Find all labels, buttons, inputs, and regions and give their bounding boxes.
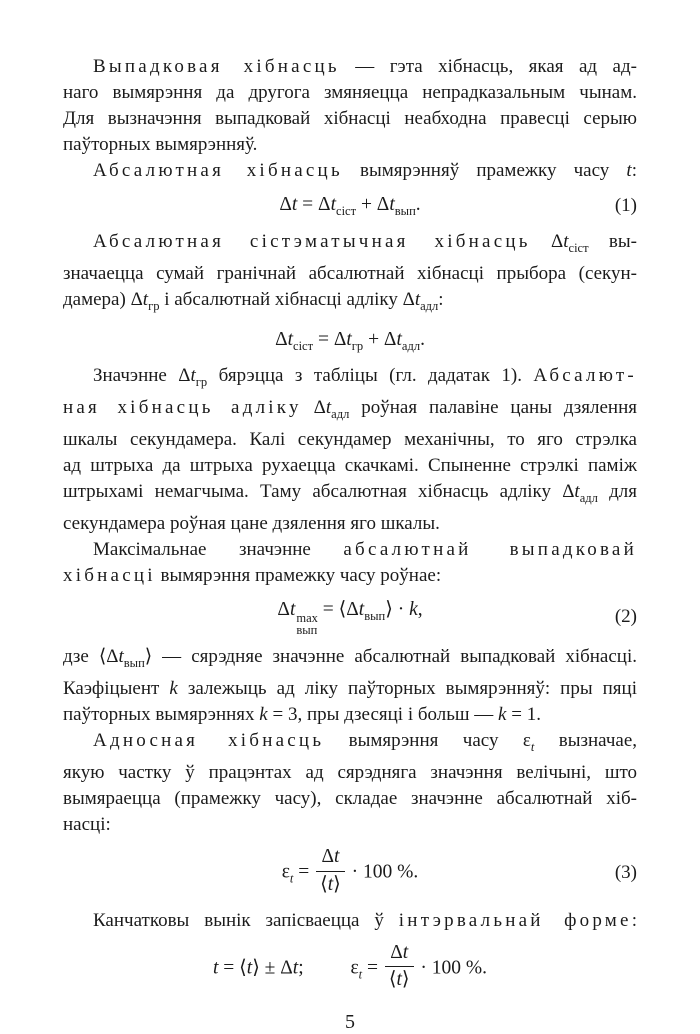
text-run: секундамера роўная цане дзялення яго шкалы. [63, 513, 440, 535]
text-run: t [563, 230, 569, 252]
text-run: . [415, 194, 421, 215]
text-run: ; [298, 957, 304, 979]
text-line [63, 363, 637, 395]
text-run: t [358, 967, 363, 982]
text-line [63, 511, 637, 537]
text-run: t [530, 740, 535, 755]
text-line [63, 812, 637, 838]
text-run: t [414, 288, 421, 310]
text-run: бярэцца з табліцы (гл. дадатак 1). [207, 365, 534, 387]
text-run: k [498, 704, 507, 726]
paragraph-9 [63, 644, 637, 728]
text-run: ε [350, 957, 359, 979]
text-run: = ⟨Δ [317, 599, 359, 621]
text-run: · 100 %. [415, 957, 488, 979]
text-run: : [631, 910, 637, 931]
text-run: Δ [530, 230, 564, 252]
text-line [63, 908, 637, 934]
text-line [63, 158, 637, 184]
display-equation-11 [63, 847, 637, 899]
text-run: хібнасці [63, 565, 156, 587]
text-run: Абсалют- [533, 365, 637, 387]
text-run: паўторных вымярэнняў. [63, 134, 258, 155]
equation-body [213, 943, 487, 995]
text-run: Δ [301, 397, 326, 419]
text-run: вы- [588, 230, 637, 252]
text-run: наго вымярэння да другога змяняецца непрадказальным чынам. [63, 82, 637, 103]
text-run: вызначае, [534, 730, 637, 752]
text-run: t [574, 481, 580, 503]
paragraph-2 [63, 158, 637, 184]
text-run: t [292, 957, 299, 979]
display-equation-8 [63, 598, 637, 638]
text-run: штрыхамі немагчыма. Таму абсалютная хібнасць адліку Δ [63, 481, 575, 503]
equation-number: (2) [614, 605, 637, 627]
text-run: насці: [63, 814, 111, 836]
text-run: Δ [275, 328, 288, 350]
text-run: = Δ [297, 194, 331, 215]
text-run: для [597, 481, 637, 503]
text-run: t [389, 194, 395, 215]
text-line [63, 395, 637, 427]
text-run: = Δ [313, 328, 347, 350]
text-run: сіст [293, 338, 314, 353]
text-run: t [330, 194, 337, 215]
text-line [63, 106, 637, 132]
text-run: t [287, 328, 294, 350]
equation-body [282, 847, 419, 899]
text-run: — гэта хібнасць, якая ад ад- [339, 56, 637, 77]
text-run: + Δ [363, 328, 397, 350]
text-run: адл [579, 491, 598, 506]
text-run: t [358, 599, 365, 621]
text-run: гр [351, 338, 364, 353]
text-run: , [417, 599, 423, 621]
text-run: · 100 %. [346, 861, 419, 883]
paragraph-1 [63, 54, 637, 158]
equation-body [277, 598, 423, 638]
text-run: + Δ [356, 194, 390, 215]
text-run: Максімальнае значэнне [93, 539, 344, 561]
text-run: t [212, 957, 219, 979]
text-line [63, 728, 637, 760]
subscript: вып [296, 623, 318, 638]
text-line [63, 702, 637, 728]
text-run: = ⟨ [218, 957, 247, 979]
text-run: t [325, 397, 332, 419]
text-run: t [327, 873, 334, 895]
text-run: залежыць ад ліку паўторных вымярэнняў: пры пяці [177, 678, 637, 700]
text-run: t [118, 646, 124, 668]
text-line [63, 261, 637, 287]
text-run: адл [401, 338, 421, 353]
text-run: вып [364, 609, 386, 624]
text-run: якую частку ў працэнтах ад сярэдняга значэння велічыні, што [63, 762, 637, 784]
text-run: Δ [277, 599, 290, 621]
text-run: t [246, 957, 253, 979]
text-run: . [420, 328, 425, 350]
text-run: t [346, 328, 352, 350]
text-run: Для вызначэння выпадковай хібнасці неабходна правесці серыю [63, 108, 637, 129]
text-run: Значэнне Δ [93, 365, 191, 387]
text-run: = [362, 957, 383, 979]
text-run: = [293, 861, 315, 883]
text-run: вымярэння часу ε [324, 730, 531, 752]
text-line [63, 453, 637, 479]
text-run: гр [195, 375, 208, 390]
text-run: ⟩ [401, 969, 410, 991]
fraction-numerator [385, 941, 414, 967]
text-run: паўторных вымярэннях [63, 704, 260, 726]
text-run: t [142, 288, 149, 310]
paragraph-7 [63, 537, 637, 589]
text-run: Абсалютная сістэматычная хібнасць [93, 230, 531, 252]
fraction [316, 845, 345, 897]
text-run: t [626, 160, 632, 181]
text-run: ⟩ ± Δ [252, 957, 293, 979]
text-line [63, 676, 637, 702]
text-run: t [289, 871, 294, 886]
sup-sub-stack [296, 611, 318, 638]
text-run: : [438, 288, 444, 310]
text-run: Выпадковая хібнасць [93, 56, 340, 77]
text-line [63, 229, 637, 261]
equation-number: (3) [614, 862, 637, 884]
paragraph-6 [63, 363, 637, 537]
text-line [63, 287, 637, 319]
text-run: Δ [321, 846, 335, 868]
text-run: ад штрыха да штрыха рухаецца скачкамі. Спыненне стрэлкі паміж [63, 455, 637, 477]
text-run: адл [420, 298, 439, 313]
text-run: дамера) Δ [63, 288, 143, 310]
document-body [63, 54, 637, 995]
text-run: вымярэння прамежку часу роўнае: [155, 565, 442, 587]
page-number: 5 [345, 1010, 355, 1033]
text-run: адл [331, 407, 350, 422]
text-run: t [190, 365, 196, 387]
text-run: ⟨ [320, 873, 328, 895]
text-line [63, 427, 637, 453]
equation-body [279, 193, 420, 220]
text-run: : [631, 160, 637, 181]
text-run: сіст [568, 240, 589, 255]
text-line [63, 479, 637, 511]
text-run: Абсалютная хібнасць [93, 160, 343, 181]
text-line [63, 537, 637, 563]
text-run: ε [281, 861, 290, 883]
text-run: шкалы секундамера. Калі секундамер механічны, то яго стрэлка [63, 429, 637, 451]
text-run: Адносная хібнасць [93, 730, 325, 752]
text-line [63, 563, 637, 589]
text-line [63, 760, 637, 786]
paragraph-4 [63, 229, 637, 319]
text-run: ⟩ · [385, 599, 410, 621]
superscript: max [296, 611, 318, 626]
text-run: k [169, 678, 178, 700]
text-run: t [402, 942, 409, 963]
text-line [63, 54, 637, 80]
text-run: ⟩ — сярэдняе значэнне абсалютнай выпадковай хібнасці. [144, 646, 638, 668]
display-equation-13 [63, 943, 637, 995]
text-run: k [259, 704, 268, 726]
text-run: t [396, 328, 402, 350]
text-run: ⟩ [333, 873, 341, 895]
text-run: сіст [336, 204, 357, 218]
text-line [63, 786, 637, 812]
equation-body [275, 328, 425, 355]
text-run: t [289, 599, 296, 621]
text-run: вымяраецца (прамежку часу), складае значэнне абсалютнай хіб- [63, 788, 637, 810]
fraction-numerator [316, 845, 345, 871]
text-run: Δ [390, 942, 403, 963]
text-line [63, 132, 637, 158]
text-run: t [334, 846, 340, 868]
paragraph-10 [63, 728, 637, 838]
text-run: Δ [279, 194, 292, 215]
text-run: інтэрвальнай форме [398, 910, 632, 931]
text-run: абсалютнай выпадковай [343, 539, 637, 561]
text-run: = 1. [506, 704, 541, 726]
text-run: ⟨ [388, 969, 397, 991]
text-run: вымярэнняў прамежку часу [342, 160, 627, 181]
text-run: t [396, 969, 402, 991]
text-run: = 3, пры дзесяці і больш — [267, 704, 499, 726]
text-run: і абсалютнай хібнасці адліку Δ [159, 288, 415, 310]
equation-number: (1) [614, 195, 637, 217]
text-run: дзе ⟨Δ [63, 646, 119, 668]
text-run: Каэфіцыент [63, 678, 170, 700]
text-line [63, 644, 637, 676]
text-run: Канчатковы вынік запісваецца ў [93, 910, 399, 931]
fraction-denominator [316, 872, 345, 897]
text-run: гр [148, 298, 160, 313]
display-equation-3 [63, 193, 637, 220]
display-equation-5 [63, 328, 637, 355]
paragraph-12 [63, 908, 637, 934]
text-run: вып [123, 656, 145, 671]
fraction-denominator [385, 967, 414, 992]
text-line [63, 80, 637, 106]
text-run: вып [394, 204, 416, 218]
text-run: k [409, 599, 418, 621]
fraction [385, 941, 414, 993]
text-run: роўная палавіне цаны дзялення [349, 397, 638, 419]
text-run: ная хібнасць адліку [63, 397, 302, 419]
text-run: t [291, 194, 298, 215]
text-run: значаецца сумай гранічнай абсалютнай хібнасці прыбора (секун- [63, 262, 637, 284]
